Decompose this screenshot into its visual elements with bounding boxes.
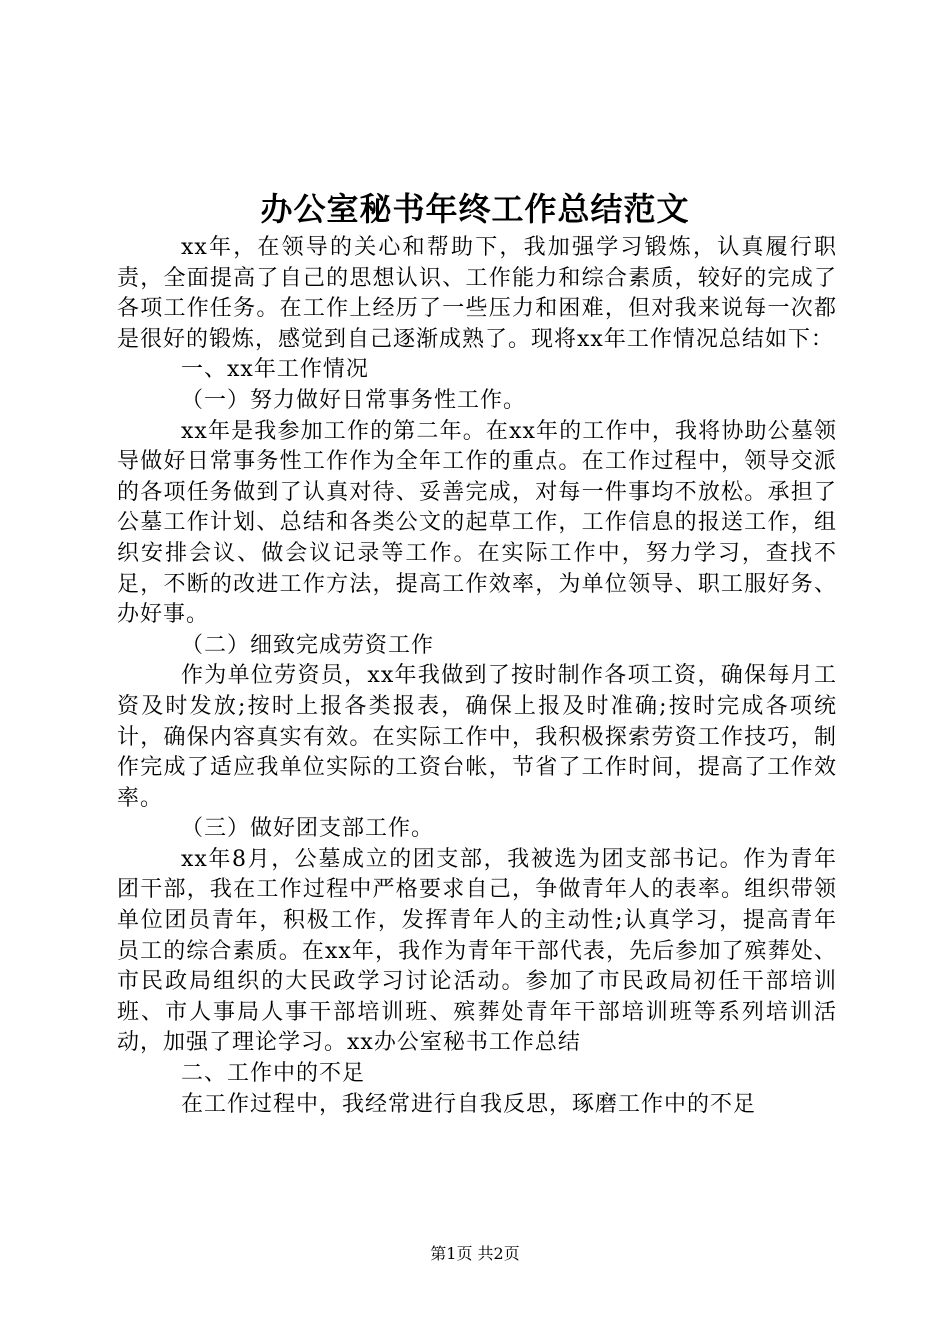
document-body bbox=[117, 233, 837, 1120]
paragraph-youth-league: xx年8月，公墓成立的团支部，我被选为团支部书记。作为青年团干部，我在工作过程中严格要求自己，争做青年人的表率。组织带领单位团员青年，积极工作，发挥青年人的主动性;认真学习，提高青年员工的综合素质。在xx年，我作为青年干部代表，先后参加了殡葬处、市民政局组织的大民政学习讨论活动。参加了市民政局初任干部培训班、市人事局人事干部培训班、殡葬处青年干部培训班等系列培训活动，加强了理论学习。xx办公室秘书工作总结 bbox=[117, 846, 837, 1056]
paragraph-intro: xx年，在领导的关心和帮助下，我加强学习锻炼，认真履行职责，全面提高了自己的思想认识、工作能力和综合素质，较好的完成了各项工作任务。在工作上经历了一些压力和困难，但对我来说每一次都是很好的锻炼，感觉到自己逐渐成熟了。现将xx年工作情况总结如下： bbox=[117, 235, 837, 352]
section-heading-2: 二、工作中的不足 bbox=[181, 1061, 366, 1087]
page-footer: 第1页 共2页 bbox=[430, 1244, 520, 1263]
paragraph-shortcomings: 在工作过程中，我经常进行自我反思，琢磨工作中的不足 bbox=[181, 1091, 757, 1117]
subsection-heading-1: （一）努力做好日常事务性工作。 bbox=[181, 387, 527, 413]
document-title: 办公室秘书年终工作总结范文 bbox=[260, 190, 690, 228]
subsection-heading-3: （三）做好团支部工作。 bbox=[181, 816, 435, 842]
paragraph-daily-work: xx年是我参加工作的第二年。在xx年的工作中，我将协助公墓领导做好日常事务性工作作为全年工作的重点。在工作过程中，领导交派的各项任务做到了认真对待、妥善完成，对每一件事均不放松。承担了公墓工作计划、总结和各类公文的起草工作，工作信息的报送工作，组织安排会议、做会议记录等工作。在实际工作中，努力学习，查找不足，不断的改进工作方法，提高工作效率，为单位领导、职工服好务、办好事。 bbox=[117, 418, 837, 628]
section-heading-1: 一、xx年工作情况 bbox=[181, 357, 369, 383]
subsection-heading-2: （二）细致完成劳资工作 bbox=[181, 632, 435, 658]
paragraph-payroll: 作为单位劳资员，xx年我做到了按时制作各项工资，确保每月工资及时发放;按时上报各类报表，确保上报及时准确;按时完成各项统计，确保内容真实有效。在实际工作中，我积极探索劳资工作技巧，制作完成了适应我单位实际的工资台帐，节省了工作时间，提高了工作效率。 bbox=[117, 663, 837, 811]
